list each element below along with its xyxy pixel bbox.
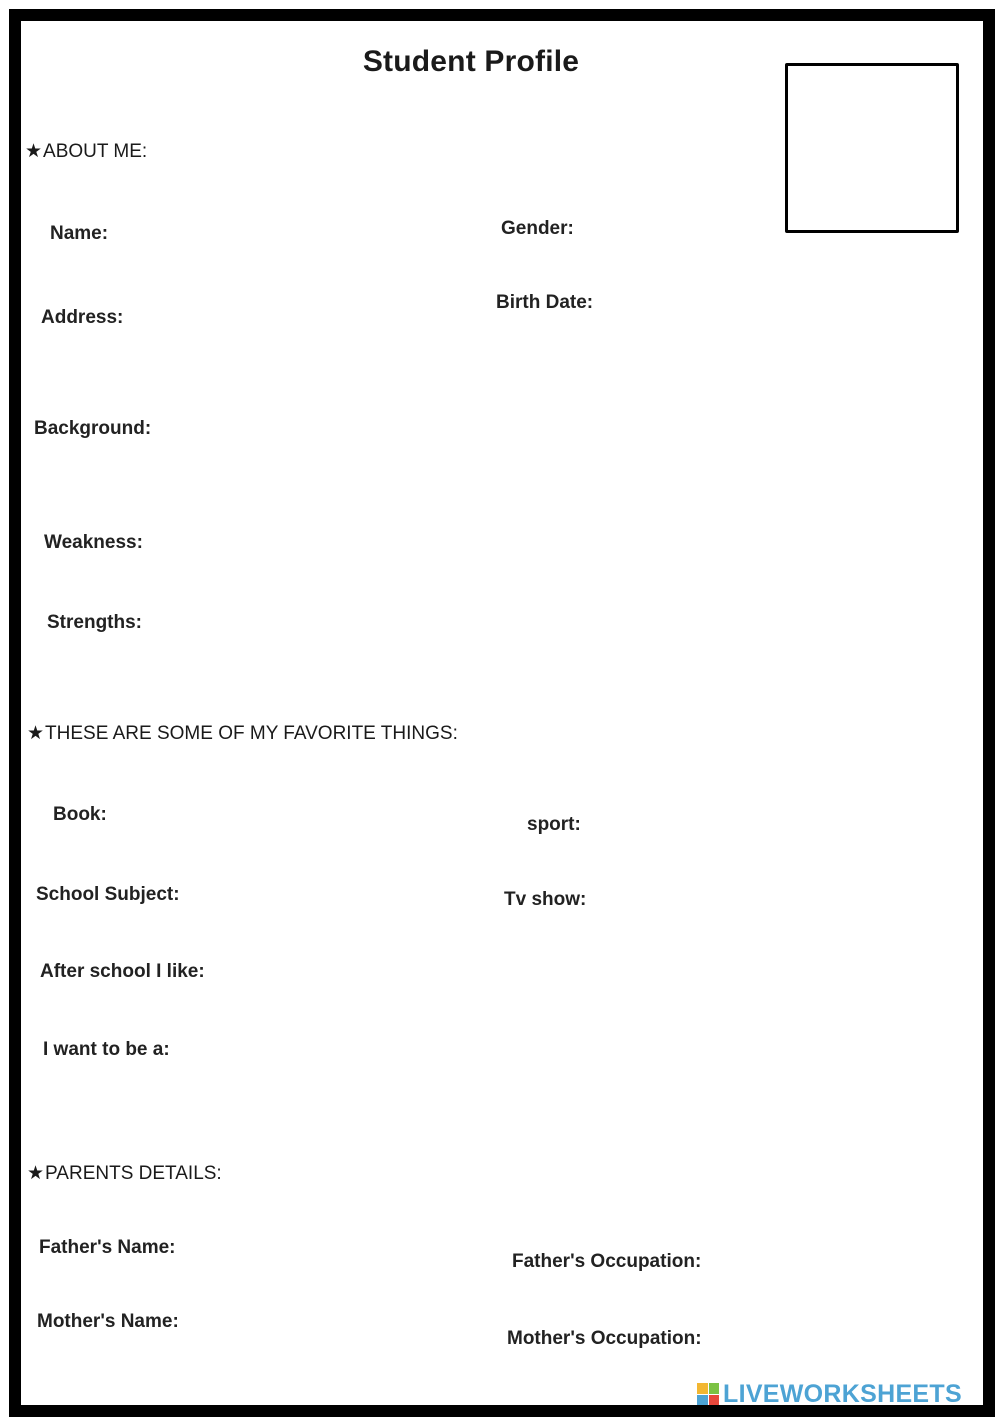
- liveworksheets-logo-icon: [697, 1383, 719, 1405]
- strengths-label: Strengths:: [47, 612, 142, 633]
- section-about-me: [25, 140, 147, 163]
- section-favorites: [27, 722, 458, 745]
- section-favorites-label: THESE ARE SOME OF MY FAVORITE THINGS:: [45, 723, 458, 744]
- background-label: Background:: [34, 418, 152, 439]
- page-title: Student Profile: [362, 45, 580, 78]
- address-label: Address:: [41, 307, 124, 328]
- star-icon: ★: [27, 1163, 45, 1184]
- star-icon: ★: [25, 141, 43, 162]
- section-parents: [27, 1162, 222, 1185]
- weakness-label: Weakness:: [44, 532, 143, 553]
- star-icon: ★: [27, 723, 45, 744]
- section-parents-label: PARENTS DETAILS:: [45, 1163, 222, 1184]
- section-about-me-label: ABOUT ME:: [43, 141, 148, 162]
- father-occupation-label: Father's Occupation:: [512, 1251, 702, 1272]
- mother-name-label: Mother's Name:: [37, 1311, 179, 1332]
- father-name-label: Father's Name:: [39, 1237, 176, 1258]
- sport-label: sport:: [527, 814, 581, 835]
- want-to-be-label: I want to be a:: [43, 1039, 170, 1060]
- tv-show-label: Tv show:: [504, 889, 587, 910]
- book-label: Book:: [53, 804, 107, 825]
- mother-occupation-label: Mother's Occupation:: [507, 1328, 702, 1349]
- liveworksheets-logo-text: LIVEWORKSHEETS: [723, 1379, 962, 1408]
- page-frame: [9, 9, 995, 1417]
- photo-box[interactable]: [785, 63, 959, 233]
- after-school-label: After school I like:: [40, 961, 205, 982]
- gender-label: Gender:: [501, 218, 574, 239]
- name-label: Name:: [50, 223, 109, 244]
- birth-date-label: Birth Date:: [496, 292, 594, 313]
- liveworksheets-logo: [697, 1379, 962, 1409]
- school-subject-label: School Subject:: [36, 884, 180, 905]
